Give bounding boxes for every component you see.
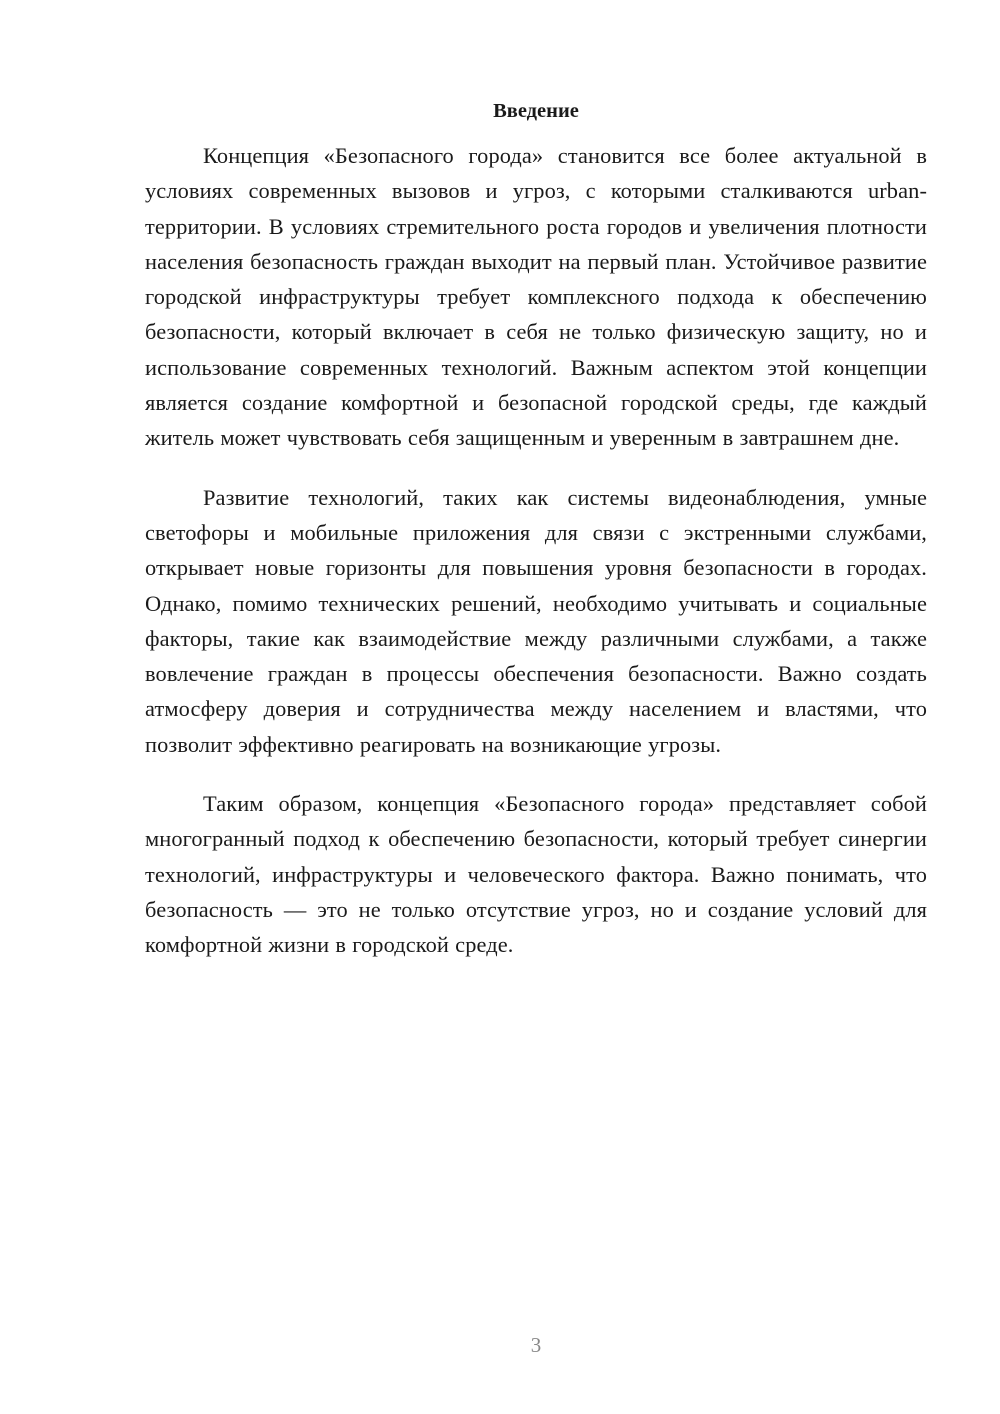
section-heading: Введение [493, 100, 579, 122]
paragraph-2: Развитие технологий, таких как системы видеонаблюдения, умные светофоры и мобильные приложения для связи с экстренными службами, открывает новые горизонты для повышения уровня безопасности в городах. Однако, помимо технических решений, необходимо учитывать и социальные факторы, такие как взаимодействие между различными службами, а также вовлечение граждан в процессы обеспечения безопасности. Важно создать атмосферу доверия и сотрудничества между населением и властями, что позволит эффективно реагировать на возникающие угрозы. [145, 484, 927, 757]
page-content [145, 96, 927, 987]
paragraph-3: Таким образом, концепция «Безопасного города» представляет собой многогранный подход к обеспечению безопасности, который требует синергии технологий, инфраструктуры и человеческого фактора. Важно понимать, что безопасность — это не только отсутствие угроз, но и создание условий для комфортной жизни в городской среде. [145, 791, 927, 958]
page-number: 3 [530, 1333, 542, 1357]
paragraph-1: Концепция «Безопасного города» становится все более актуальной в условиях современных вызовов и угроз, с которыми сталкиваются urban-территории. В условиях стремительного роста городов и увеличения плотности населения безопасность граждан выходит на первый план. Устойчивое развитие городской инфраструктуры требует комплексного подхода к обеспечению безопасности, который включает в себя не только физическую защиту, но и использование современных технологий. Важным аспектом этой концепции является создание комфортной и безопасной городской среды, где каждый житель может чувствовать себя защищенным и уверенным в завтрашнем дне. [145, 143, 927, 451]
